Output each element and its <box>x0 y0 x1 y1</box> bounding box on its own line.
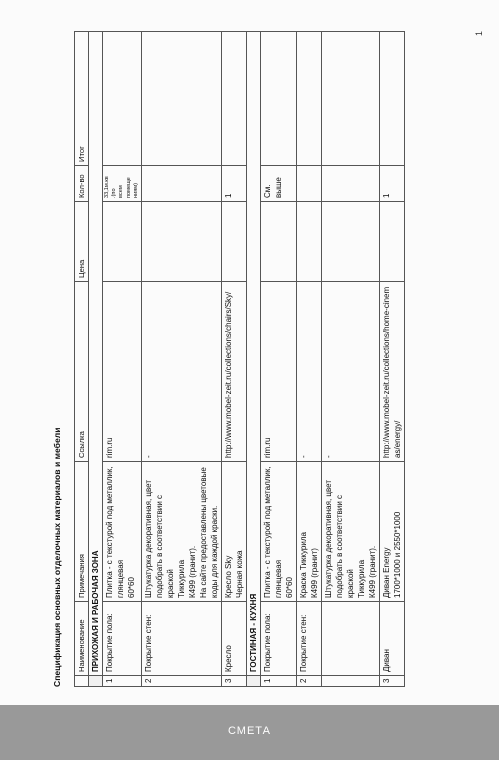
cell-line: выше <box>274 177 284 198</box>
cell-price <box>380 202 405 282</box>
section-gutter <box>247 676 261 687</box>
cell-line: К499 (гранит). <box>368 545 378 598</box>
cell-qty <box>142 166 222 202</box>
cell-name: Покрытие пола: <box>261 602 297 676</box>
cell-line: На сайте предоставлены цветовые <box>199 467 209 598</box>
cell-name: Покрытие пола: <box>103 602 142 676</box>
cell-line: глянцевая <box>274 559 284 598</box>
cell-total <box>222 32 247 166</box>
header-name: Наименование <box>75 602 89 676</box>
cell-line: 60*60 <box>127 577 136 598</box>
cell-line: 33,1м.кв <box>104 176 110 198</box>
cell-line: 1 <box>224 193 234 198</box>
cell-total <box>261 32 297 166</box>
cell-link: http://www.mobel-zeit.ru/collections/home-cinemas/energy/ <box>380 282 405 462</box>
header-qty: Кол-во <box>75 166 89 202</box>
cell-notes <box>103 462 142 602</box>
header-price: Цена <box>75 202 89 282</box>
cell-total <box>380 32 405 166</box>
cell-link: rim.ru <box>261 282 297 462</box>
cell-line: Краска Тиккурила <box>299 532 309 598</box>
table-row <box>222 32 247 687</box>
cell-notes <box>380 462 405 602</box>
cell-price <box>297 202 322 282</box>
cell-total <box>103 32 142 166</box>
cell-name <box>322 602 380 676</box>
section-title: ГОСТИНАЯ - КУХНЯ <box>247 32 261 676</box>
section-row <box>247 32 261 687</box>
cell-notes <box>261 462 297 602</box>
table-row <box>322 32 380 687</box>
cell-qty <box>261 166 297 202</box>
table-header-row <box>75 32 89 687</box>
cell-notes <box>322 462 380 602</box>
cell-total <box>142 32 222 166</box>
cell-line: помеще <box>125 177 132 198</box>
cell-qty <box>103 166 142 202</box>
cell-notes <box>142 462 222 602</box>
table-row <box>103 32 142 687</box>
cell-line: Диван Energy <box>382 547 392 598</box>
cell-line: Штукатурка декоративная, цвет <box>324 480 334 598</box>
cell-line: подобрать в соответствии с краской <box>335 494 356 598</box>
cell-link: - <box>297 282 322 462</box>
cell-total <box>297 32 322 166</box>
cell-line: всем <box>118 185 125 198</box>
table-row <box>261 32 297 687</box>
table-row <box>297 32 322 687</box>
header-link: Ссылка <box>75 282 89 462</box>
cell-line: Черная кожа <box>235 550 245 598</box>
cell-num: 3 <box>380 676 405 687</box>
section-row <box>89 32 103 687</box>
cell-line: 1 <box>382 193 392 198</box>
cell-line: глянцевая <box>116 559 125 598</box>
cell-line: подобрать в соответствии с краской <box>155 494 176 598</box>
cell-line: .(по <box>111 188 118 198</box>
cell-price <box>322 202 380 282</box>
cell-line: 1700*1000 и 2550*1000 <box>393 511 403 598</box>
cell-total <box>322 32 380 166</box>
table-body <box>89 32 405 687</box>
cell-qty <box>222 166 247 202</box>
cell-qty <box>297 166 322 202</box>
cell-name: Покрытие стен: <box>297 602 322 676</box>
cell-line: К499 (гранит) <box>310 548 320 598</box>
cell-link: http://www.mobel-zeit.ru/collections/chairs/Sky/ <box>222 282 247 462</box>
cell-price <box>261 202 297 282</box>
cell-line: ниям) <box>132 183 139 198</box>
cell-line: Плитка - с текстурой под металлик, <box>105 466 114 598</box>
document-title: Спецификация основных отделочных материалов и мебели <box>52 427 62 687</box>
footer-bar <box>0 705 499 760</box>
cell-line: Штукатурка декоративная, цвет <box>144 480 154 598</box>
rotated-content <box>52 32 492 687</box>
cell-num: 2 <box>142 676 222 687</box>
cell-price <box>103 202 142 282</box>
cell-line: Тиккурила <box>357 559 367 598</box>
cell-notes <box>297 462 322 602</box>
cell-link: - <box>142 282 222 462</box>
page-number: 1 <box>474 30 484 36</box>
cell-line: См. <box>263 184 273 198</box>
cell-qty <box>380 166 405 202</box>
cell-notes <box>222 462 247 602</box>
cell-price <box>142 202 222 282</box>
cell-line: Плитка - с текстурой под металлик, <box>263 466 273 598</box>
cell-link: - <box>322 282 380 462</box>
cell-name: Диван <box>380 602 405 676</box>
cell-qty <box>322 166 380 202</box>
cell-line: 60*60 <box>285 577 295 598</box>
section-title: ПРИХОЖАЯ И РАБОЧАЯ ЗОНА <box>89 32 103 676</box>
section-gutter <box>89 676 103 687</box>
table-row <box>380 32 405 687</box>
header-total: Итог <box>75 32 89 166</box>
cell-line: коды для каждой краски. <box>210 505 220 598</box>
header-notes: Примечания <box>75 462 89 602</box>
cell-name: Покрытие стен: <box>142 602 222 676</box>
specification-table <box>74 31 405 687</box>
cell-line: Тиккурила <box>177 559 187 598</box>
cell-line: К499 (гранит). <box>188 545 198 598</box>
cell-line: Кресло Sky <box>224 555 234 598</box>
cell-num <box>322 676 380 687</box>
cell-num: 1 <box>261 676 297 687</box>
cell-link: rim.ru <box>103 282 142 462</box>
cell-num: 3 <box>222 676 247 687</box>
table-row <box>142 32 222 687</box>
footer-label: СМЕТА <box>227 725 271 737</box>
cell-name: Кресло <box>222 602 247 676</box>
header-num <box>75 676 89 687</box>
cell-num: 2 <box>297 676 322 687</box>
cell-price <box>222 202 247 282</box>
cell-num: 1 <box>103 676 142 687</box>
